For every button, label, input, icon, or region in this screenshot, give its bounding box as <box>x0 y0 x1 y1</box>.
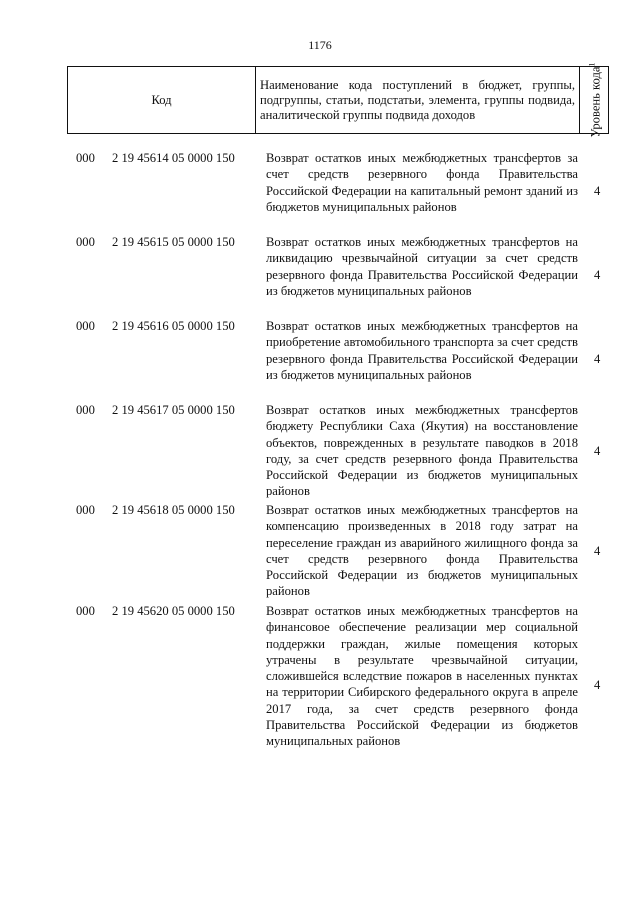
budget-code: 2 19 45618 05 0000 150 <box>112 503 235 517</box>
table-header <box>67 62 609 138</box>
admin-code: 000 <box>76 604 95 618</box>
budget-code: 2 19 45616 05 0000 150 <box>112 319 235 333</box>
header-code-label: Код <box>151 92 172 107</box>
code-description: Возврат остатков иных межбюджетных трансфертов на ликвидацию чрезвычайной ситуации за счет средств резервного фонда Правительства Российской Федерации из бюджетов муниципальных районов <box>266 235 578 298</box>
page-number: 1176 <box>308 38 332 52</box>
header-level-cell <box>580 62 609 138</box>
admin-code: 000 <box>76 403 95 417</box>
budget-code: 2 19 45614 05 0000 150 <box>112 151 235 165</box>
code-level: 4 <box>594 184 601 198</box>
budget-code: 2 19 45620 05 0000 150 <box>112 604 235 618</box>
code-level: 4 <box>594 268 601 282</box>
code-description: Возврат остатков иных межбюджетных трансфертов на компенсацию произведенных в 2018 году затрат на переселение граждан из аварийного жилищного фонда за счет средств резервного фонда Правительства Российской Федерации из бюджетов муниципальных районов <box>266 503 578 599</box>
code-description: Возврат остатков иных межбюджетных трансфертов бюджету Республики Саха (Якутия) на восстановление объектов, поврежденных в результате паводков в 2018 году, за счет средств резервного фонда Правительства Российской Федерации из бюджетов муниципальных районов <box>266 403 578 499</box>
code-description: Возврат остатков иных межбюджетных трансфертов за счет средств резервного фонда Правительства Российской Федерации на капитальный ремонт зданий из бюджетов муниципальных районов <box>266 151 578 214</box>
budget-code: 2 19 45617 05 0000 150 <box>112 403 235 417</box>
code-level: 4 <box>594 444 601 458</box>
header-code-cell <box>68 67 256 134</box>
header-name-cell <box>256 67 580 134</box>
header-level-label <box>586 63 601 138</box>
admin-code: 000 <box>76 235 95 249</box>
header-level-footnote: 1 <box>587 62 597 67</box>
code-level: 4 <box>594 678 601 692</box>
header-name-label: Наименование кода поступлений в бюджет, группы, подгруппы, статьи, подстатьи, элемента, группы подвида, аналитической группы подвида доходов <box>260 77 575 122</box>
header-level-text: Уровень кода <box>588 66 603 138</box>
code-description: Возврат остатков иных межбюджетных трансфертов на финансовое обеспечение реализации мер социальной поддержки граждан, жилые помещения которых утрачены в результате чрезвычайной ситуации, сложившейся вследствие пожаров в населенных пунктах на территории Сибирского федерального округа в апреле 2017 года, за счет средств резервного фонда Правительства Российской Федерации из бюджетов муниципальных районов <box>266 604 578 749</box>
code-level: 4 <box>594 352 601 366</box>
code-level: 4 <box>594 544 601 558</box>
admin-code: 000 <box>76 503 95 517</box>
code-description: Возврат остатков иных межбюджетных трансфертов на приобретение автомобильного транспорта за счет средств резервного фонда Правительства Российской Федерации из бюджетов муниципальных районов <box>266 319 578 382</box>
admin-code: 000 <box>76 319 95 333</box>
admin-code: 000 <box>76 151 95 165</box>
budget-code: 2 19 45615 05 0000 150 <box>112 235 235 249</box>
